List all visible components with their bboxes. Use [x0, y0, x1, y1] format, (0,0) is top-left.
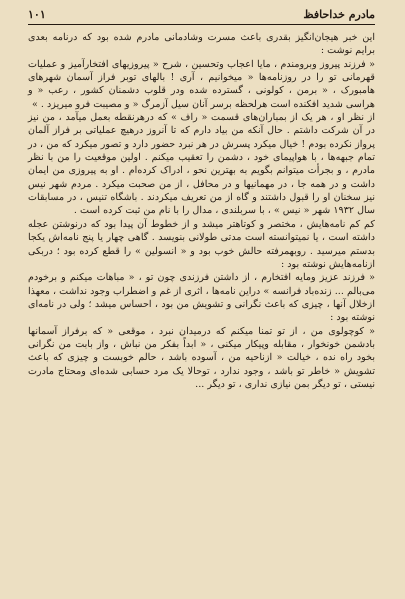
paragraph: « فرزند عزیز ومایه افتخارم ، از داشتن فرزندی چون تو ، « مباهات میکنم و برخودم می‌بالم ... زنده‌باد فرانسه » دراین نامه‌ها ، اثری از غم و اضطراب وجود نداشت ، معهذا ازخلال آنها ، چیزی که باعث نگرانی و تشویش من بود ، احساس میشد ؛ ولی در نامه‌ای نوشته بود :: [28, 272, 375, 324]
paragraph: « فرزند پیروز وبرومندم ، مایا اعجاب وتحسین ، شرح « پیروزیهای افتخارآمیز و عملیات قهرمانی تو را در روزنامه‌ها « میخوانیم ، آری ! بالهای توبر فراز آسمان شهرهای هامبورک ، « برمن ، کولونی ، گسترده شده ودر قلوب دشمنان کشور ، رعب « و هراسی شدید افکنده است هرلحظه برسر آنان سیل آزمرگ « و مصیبت فرو میریزد . »: [28, 58, 375, 110]
running-title: مادرم خداحافظ: [303, 8, 375, 21]
paragraph: کم کم نامه‌هایش ، مختصر و کوتاهتر میشد و از خطوط آن پیدا بود که درنوشتن عجله داشته است ، یا نمیتوانسته است مدتی طولانی بنویسد . گاهی چهار یا پنج نامه‌اش یکجا بدستم میرسید . روبهمرفته حالش خوب بود و « انسولین » را قطع کرده بود ؛ دربکی ازنامه‌هایش نوشته بود :: [28, 218, 375, 270]
paragraph: این خبر هیجان‌انگیز بقدری باعث مسرت وشادمانی مادرم شده بود که درنامه بعدی برایم نوشت :: [28, 32, 375, 57]
page-header: [28, 8, 375, 25]
paragraph: از نظر او ، هر یک از بمباران‌های قسمت « راف » که درهرنقطه بعمل میآمد ، من نیز در آن شرکت داشتم . حال آنکه من بیاد دارم که تا آنروز درهیچ عملیاتی بر فراز آلمان پرواز نکرده بودم ! خیال میکرد پسرش در هر نبرد حضور دارد و تصور میکرد که من ، در تمام جبهه‌ها ، با هواپیمای خود ، دشمن را تعقیب میکنم . اولین موقعیت را من با نظر مادرم ، و بجرأت میتوانم بگویم به بهترین نحو ، ادراک کرده‌ام . او به پیروزی من ایمان داشت و در همه جا ، در مهمانیها و در محافل ، از من صحبت میکرد . مردم شهر نیس نیز سخنان او را قبول داشتند و گاه از من تعریف میکردند . باشگاه تنیس ، در مسابقات سال ۱۹۳۲ شهر « نیس » ، با سربلندی ، مدال را با نام من ثبت کرده است .: [28, 112, 375, 217]
page-number: ۱۰۱: [28, 8, 46, 21]
paragraph: « کوچولوی من ، از تو تمنا میکنم که درمیدان نبرد ، موقعی « که برفراز آسمانها بادشمن خونخوار ، مقابله وپیکار میکنی ، « ابداً بفکر من نباش ، واز بابت من نگرانی بخود راه نده ، خیالت « ازناحیه من ، آسوده باشد ، حالم خوبست و چیزی که باعث تشویش « خاطر تو باشد ، وجود ندارد ، توحالا یک مرد حسابی شده‌ای ومحتاج مادرت نیستی ، تو دیگر بمن نیازی نداری ، تو دیگر ...: [28, 325, 375, 390]
body-text: [28, 31, 375, 391]
